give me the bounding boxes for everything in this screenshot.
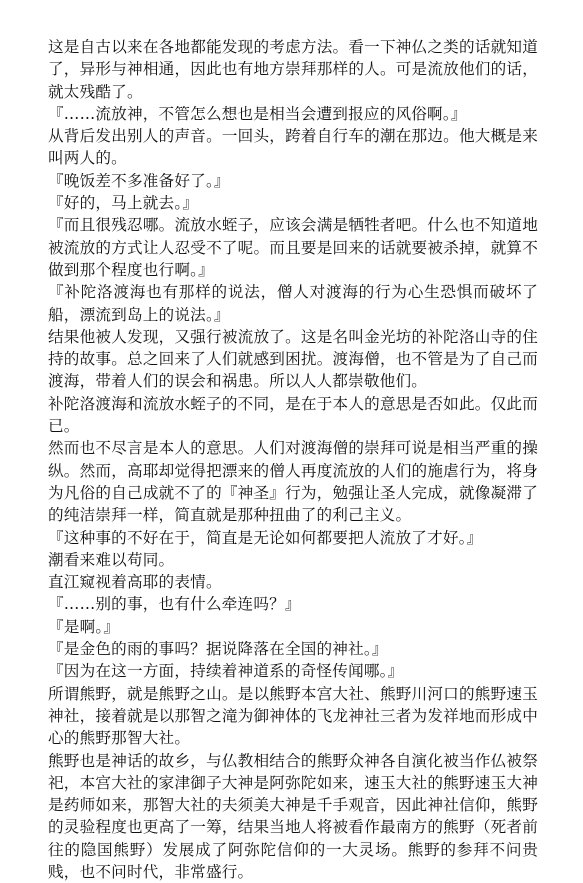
paragraph: 『好的，马上就去。』 [48, 192, 538, 214]
paragraph: 直江窥视着高耶的表情。 [48, 571, 538, 593]
paragraph: 『是啊。』 [48, 616, 538, 638]
paragraph: 『……流放神，不管怎么想也是相当会遭到报应的风俗啊。』 [48, 103, 538, 125]
paragraph: 『……别的事，也有什么牵连吗？』 [48, 593, 538, 615]
paragraph: 熊野也是神话的故乡，与仏教相结合的熊野众神各自演化被当作仏被祭祀，本宫大社的家津御子大神是阿弥陀如来，速玉大社的熊野速玉大神是药师如来，那智大社的夫须美大神是千手观音，因此神社信仰，熊野的灵验程度也更高了一筹，结果当地人将被看作最南方的熊野（死者前往的隐国熊野）发展成了阿弥陀信仰的一大灵场。熊野的参拜不问贵贱，也不问时代，非常盛行。 [48, 750, 538, 883]
paragraph: 『因为在这一方面，持续着神道系的奇怪传闻哪。』 [48, 660, 538, 682]
paragraph: 补陀洛渡海和流放水蛭子的不同，是在于本人的意思是否如此。仅此而已。 [48, 393, 538, 438]
paragraph: 『晚饭差不多准备好了。』 [48, 170, 538, 192]
paragraph: 『是金色的雨的事吗？据说降落在全国的神社。』 [48, 638, 538, 660]
paragraph: 『而且很残忍哪。流放水蛭子，应该会满是牺牲者吧。什么也不知道地被流放的方式让人忍受不了呢。而且要是回来的话就要被杀掉，就算不做到那个程度也行啊。』 [48, 214, 538, 281]
paragraph: 『这种事的不好在于，简直是无论如何都要把人流放了才好。』 [48, 527, 538, 549]
paragraph: 『补陀洛渡海也有那样的说法，僧人对渡海的行为心生恐惧而破坏了船，漂流到岛上的说法。』 [48, 281, 538, 326]
paragraph: 从背后发出别人的声音。一回头，跨着自行车的潮在那边。他大概是来叫两人的。 [48, 125, 538, 170]
paragraph: 这是自古以来在各地都能发现的考虑方法。看一下神仏之类的话就知道了，异形与神相通，因此也有地方崇拜那样的人。可是流放他们的话，就太残酷了。 [48, 36, 538, 103]
paragraph: 结果他被人发现，又强行被流放了。这是名叫金光坊的补陀洛山寺的住持的故事。总之回来了人们就感到困扰。渡海僧，也不管是为了自己而渡海，带着人们的误会和祸患。所以人人都崇敬他们。 [48, 326, 538, 393]
paragraph: 所谓熊野，就是熊野之山。是以熊野本宫大社、熊野川河口的熊野速玉神社，接着就是以那智之滝为御神体的飞龙神社三者为发祥地而形成中心的熊野那智大社。 [48, 683, 538, 750]
paragraph: 潮看来难以苟同。 [48, 549, 538, 571]
document-page [48, 36, 538, 883]
paragraph: 然而也不尽言是本人的意思。人们对渡海僧的崇拜可说是相当严重的操纵。然而，高耶却觉得把漂来的僧人再度流放的人们的施虐行为，将身为凡俗的自己成就不了的『神圣』行为，勉强让圣人完成，就像凝滞了的纯洁崇拜一样，简直就是那种扭曲了的利己主义。 [48, 437, 538, 526]
